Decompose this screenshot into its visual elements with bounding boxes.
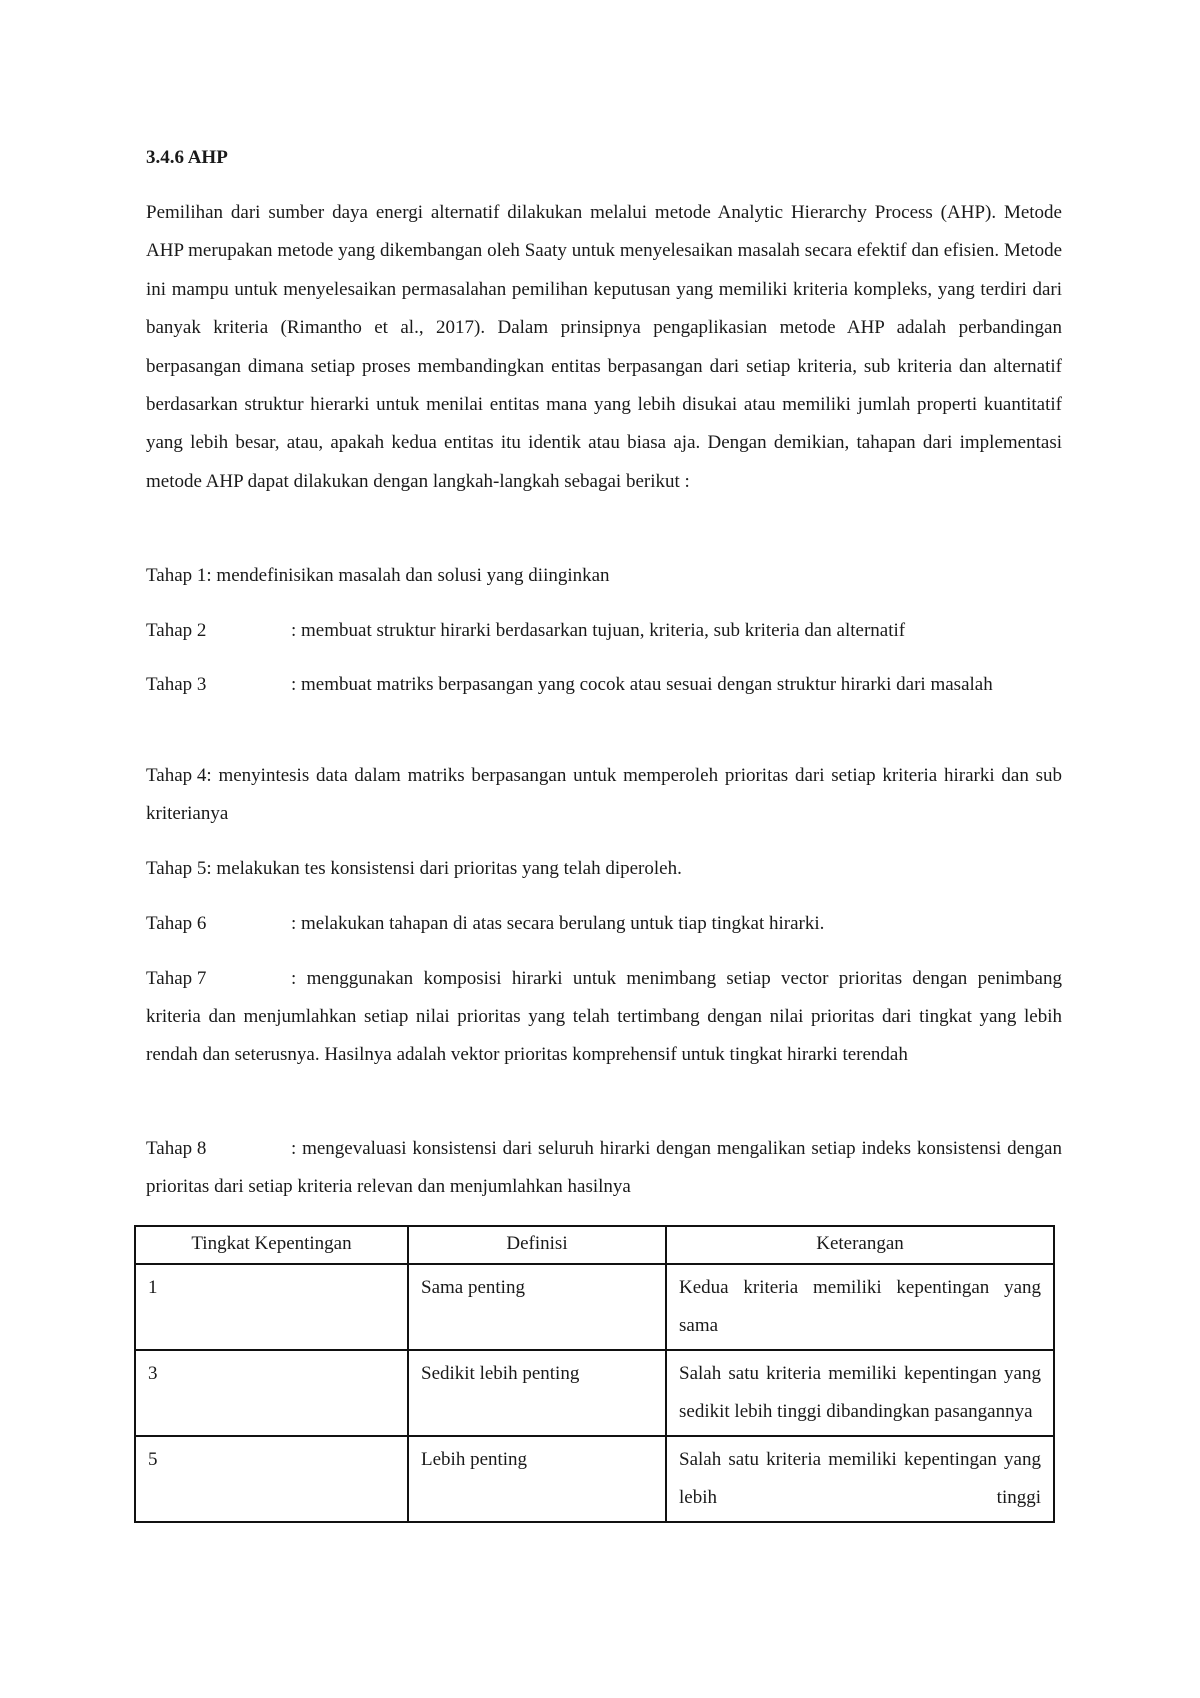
step-label: Tahap 7 [146, 968, 207, 989]
cell-definition: Lebih penting [408, 1436, 666, 1522]
step-text: : melakukan tes konsistensi dari prioritas yang telah diperoleh. [206, 858, 682, 879]
step-label: Tahap 4 [146, 765, 207, 786]
step-7 [146, 960, 1062, 1074]
step-label: Tahap 8 [146, 1138, 207, 1159]
step-text: : menggunakan komposisi hirarki untuk menimbang setiap vector prioritas dengan penimbang kriteria dan menjumlahkan setiap nilai prioritas yang telah tertimbang dengan nilai prioritas dari tingkat yang lebih rendah dan seterusnya. Hasilnya adalah vektor prioritas komprehensif untuk tingkat hirarki terendah [146, 968, 1062, 1065]
intro-text: Pemilihan dari sumber daya energi alternatif dilakukan melalui metode Analytic Hierarchy Process (AHP). Metode AHP merupakan metode yang dikembangan oleh Saaty untuk menyelesaikan masalah secara efektif dan efisien. Metode ini mampu untuk menyelesaikan permasalahan pemilihan keputusan yang memiliki kriteria kompleks, yang terdiri dari banyak kriteria (Rimantho et al., 2017). Dalam prinsipnya pengaplikasian metode AHP adalah perbandingan berpasangan dimana setiap proses membandingkan entitas berpasangan dari setiap kriteria, sub kriteria dan alternatif berdasarkan struktur hierarki untuk menilai entitas mana yang lebih disukai atau memiliki jumlah properti kuantitatif yang lebih besar, atau, apakah kedua entitas itu identik atau biasa aja. Dengan demikian, tahapan dari implementasi metode AHP dapat dilakukan dengan langkah-langkah sebagai berikut : [146, 202, 1062, 492]
step-label: Tahap 1 [146, 565, 207, 586]
cell-description: Kedua kriteria memiliki kepentingan yang sama [666, 1264, 1054, 1350]
header-definition: Definisi [408, 1226, 666, 1264]
cell-definition: Sama penting [408, 1264, 666, 1350]
header-level: Tingkat Kepentingan [135, 1226, 408, 1264]
section-heading: 3.4.6 AHP [146, 147, 228, 168]
cell-level: 1 [135, 1264, 408, 1350]
cell-description: Salah satu kriteria memiliki kepentingan yang lebih tinggi [666, 1436, 1054, 1522]
table-header-row [135, 1226, 1054, 1264]
intro-paragraph [146, 194, 1062, 501]
cell-level: 5 [135, 1436, 408, 1522]
step-2 [146, 612, 1062, 650]
step-text: : mendefinisikan masalah dan solusi yang diinginkan [206, 565, 610, 586]
step-label: Tahap 5 [146, 858, 207, 879]
step-text: : membuat matriks berpasangan yang cocok atau sesuai dengan struktur hirarki dari masalah [291, 674, 993, 695]
step-text: : membuat struktur hirarki berdasarkan tujuan, kriteria, sub kriteria dan alternatif [291, 620, 906, 641]
step-3 [146, 666, 1062, 704]
table-row [135, 1350, 1054, 1436]
cell-definition: Sedikit lebih penting [408, 1350, 666, 1436]
step-6 [146, 905, 1062, 943]
table-row [135, 1264, 1054, 1350]
step-label: Tahap 3 [146, 674, 207, 695]
step-text: : menyintesis data dalam matriks berpasangan untuk memperoleh prioritas dari setiap kriteria hirarki dan sub kriterianya [146, 765, 1062, 824]
step-text: : mengevaluasi konsistensi dari seluruh hirarki dengan mengalikan setiap indeks konsistensi dengan prioritas dari setiap kriteria relevan dan menjumlahkan hasilnya [146, 1138, 1062, 1197]
header-description: Keterangan [666, 1226, 1054, 1264]
ahp-scale-table [134, 1225, 1055, 1523]
step-1 [146, 557, 1062, 595]
step-text: : melakukan tahapan di atas secara berulang untuk tiap tingkat hirarki. [291, 913, 825, 934]
cell-description: Salah satu kriteria memiliki kepentingan yang sedikit lebih tinggi dibandingkan pasangannya [666, 1350, 1054, 1436]
step-label: Tahap 6 [146, 913, 207, 934]
step-label: Tahap 2 [146, 620, 207, 641]
table-row [135, 1436, 1054, 1522]
cell-level: 3 [135, 1350, 408, 1436]
step-8 [146, 1130, 1062, 1206]
step-4 [146, 757, 1062, 833]
step-5 [146, 850, 1062, 888]
